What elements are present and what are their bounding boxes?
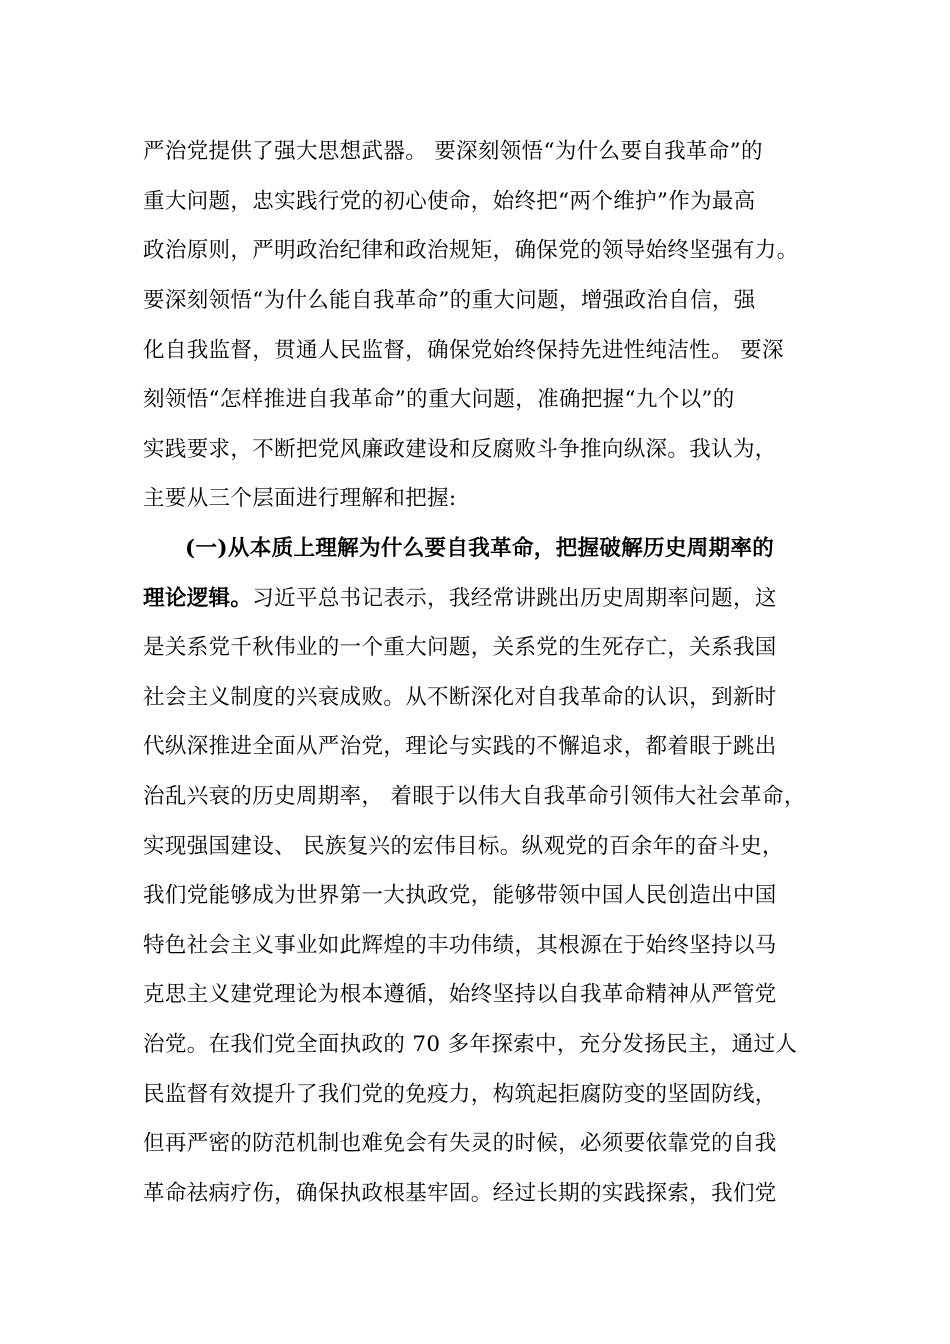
paragraph-line: 刻领悟“怎样推进自我革命”的重大问题，准确把握“九个以”的 [143,387,735,412]
paragraph-line: 实践要求，不断把党风廉政建设和反腐败斗争推向纵深。我认为， [143,437,777,462]
paragraph-line: 民监督有效提升了我们党的免疫力，构筑起拒腐防变的坚固防线， [143,1082,777,1107]
paragraph-line: 是关系党千秋伟业的一个重大问题，关系党的生死存亡，关系我国 [143,635,777,660]
paragraph-line: 代纵深推进全面从严治党，理论与实践的不懈追求，都着眼于跳出 [143,734,777,759]
paragraph-line: 化自我监督，贯通人民监督，确保党始终保持先进性纯洁性。 要深 [143,338,784,363]
paragraph-line: 治党。在我们党全面执政的 70 多年探索中，充分发扬民主，通过人 [143,1032,798,1057]
paragraph-line: 重大问题，忠实践行党的初心使命，始终把“两个维护”作为最高 [143,189,756,214]
section-heading-continuation [143,579,777,619]
paragraph-line: 特色社会主义事业如此辉煌的丰功伟绩，其根源在于始终坚持以马 [143,933,777,958]
paragraph-line: 实现强国建设、 民族复兴的宏伟目标。纵观党的百余年的奋斗史， [143,834,784,859]
section-heading-tail: 理论逻辑。 [143,586,253,611]
paragraph-line: 但再严密的防范机制也难免会有失灵的时候，必须要依靠党的自我 [143,1131,777,1156]
paragraph-text: 习近平总书记表示，我经常讲跳出历史周期率问题，这 [252,586,777,611]
paragraph-line: 社会主义制度的兴衰成败。从不断深化对自我革命的认识，到新时 [143,685,777,710]
paragraph-line: 主要从三个层面进行理解和把握: [143,486,457,511]
paragraph-line: 严治党提供了强大思想武器。 要深刻领悟“为什么要自我革命”的 [143,139,763,164]
paragraph-line: 革命祛病疗伤，确保执政根基牢固。经过长期的实践探索，我们党 [143,1181,777,1206]
paragraph-line: 我们党能够成为世界第一大执政党，能够带领中国人民创造出中国 [143,883,777,908]
paragraph-line: 治乱兴衰的历史周期率， 着眼于以伟大自我革命引领伟大社会革命， [143,784,806,809]
section-heading: (一)从本质上理解为什么要自我革命，把握破解历史周期率的 [185,536,775,561]
paragraph-line: 克思主义建党理论为根本遵循，始终坚持以自我革命精神从严管党 [143,982,777,1007]
paragraph-line: 要深刻领悟“为什么能自我革命”的重大问题，增强政治自信，强 [143,288,756,313]
paragraph-line: 政治原则，严明政治纪律和政治规矩，确保党的领导始终坚强有力。 [143,238,799,263]
